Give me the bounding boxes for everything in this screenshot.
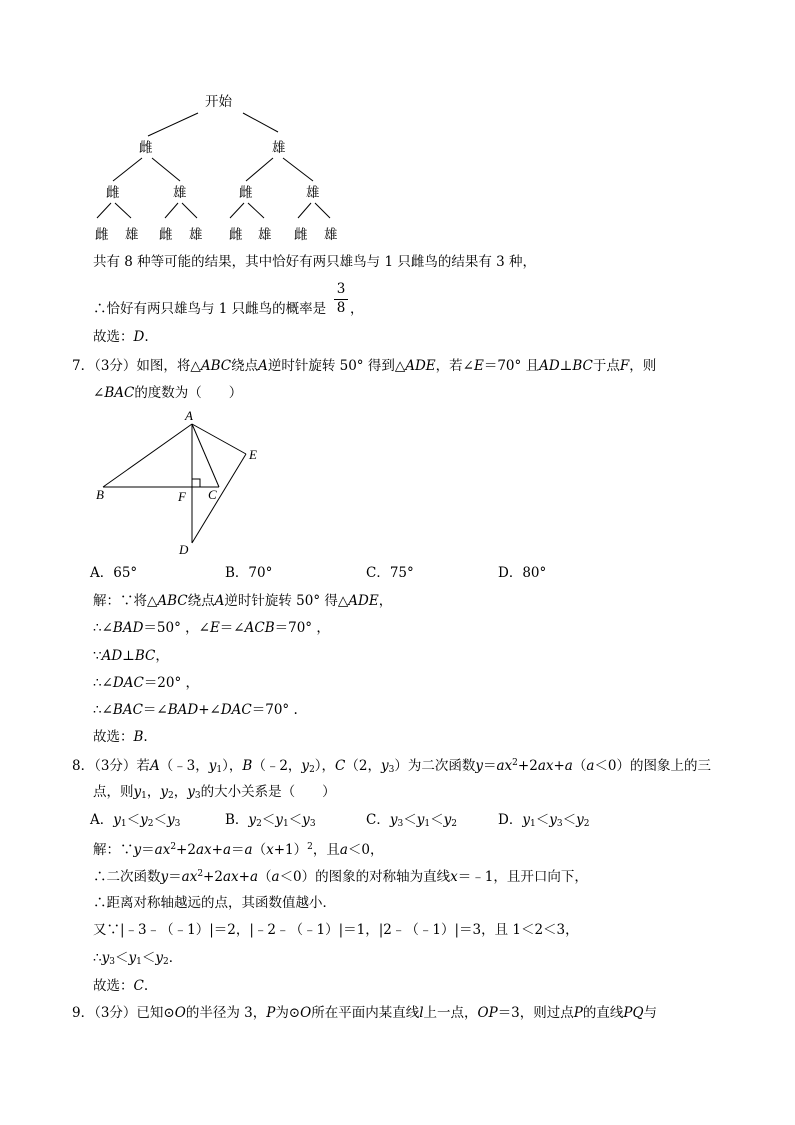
- segment-AE: [192, 424, 246, 454]
- segment-DE: [192, 454, 246, 543]
- q6-prob-suffix: ，: [350, 301, 364, 317]
- tree-l3-node: 雌: [159, 227, 173, 243]
- tree-l1-female: 雌: [139, 140, 153, 156]
- q8-solution-line2: ∴二次函数$y=ax^2+2ax+a(a<0)$的图象的对称轴为直线x＝﹣1，且开口向下，: [93, 869, 588, 885]
- q8-solution-line3: ∴距离对称轴越远的点，其函数值越小．: [93, 895, 336, 911]
- q7-answer: 故选：B.: [93, 729, 148, 745]
- tree-l3-node: 雄: [125, 227, 139, 243]
- q9-stem-line1: 9．（3分）已知⊙O的半径为 3，P为⊙O所在平面内某直线l上一点，OP＝3，则过点P的直线PQ与: [72, 1005, 658, 1021]
- q8-solution-line1: 解：$\because y=ax^2+2ax+a=a(x+1)^2$，且a＜0，: [93, 842, 384, 858]
- q7-solution-line3: ∵AD⊥BC，: [93, 648, 169, 664]
- q8-solution-line5: $\therefore y_3<y_1<y_2$．: [93, 950, 183, 967]
- q7-stem-line1: 7．（3分）如图，将△ABC绕点A逆时针旋转 50° 得到△ADE，若∠E＝70° 且AD⊥BC于点F，则: [72, 358, 657, 374]
- q7-solution-line5: ∴∠BAC＝∠BAD+∠DAC＝70° .: [93, 702, 298, 718]
- right-angle-mark: [192, 479, 200, 487]
- option-d[interactable]: D．$y_1<y_3<y_2$: [498, 812, 590, 829]
- label-A: A: [185, 408, 193, 423]
- tree-l1-male: 雄: [272, 140, 286, 156]
- tree-l2-node: 雄: [173, 185, 187, 201]
- q8-stem-line1: 8．（3分）若A（﹣3，$y_1$），B（﹣2，$y_2$），C（2，$y_3$）为二次函数$y=ax^2+2ax+a(a<0)$的图象上的三: [72, 758, 712, 775]
- q6-answer: 故选：D.: [93, 329, 149, 345]
- tree-l2-node: 雌: [106, 185, 120, 201]
- q6-probability-line: ∴恰好有两只雄鸟与 1 只雌鸟的概率是: [93, 301, 327, 317]
- option-b[interactable]: B．70°: [225, 565, 273, 581]
- tree-root: 开始: [205, 94, 232, 110]
- label-F: F: [178, 489, 186, 504]
- tree-l3-node: 雌: [95, 227, 109, 243]
- segment-AC: [192, 424, 219, 487]
- q7-stem-line2: ∠BAC的度数为（ ）: [93, 385, 243, 401]
- option-b[interactable]: B．$y_2<y_1<y_3$: [225, 812, 316, 829]
- q8-answer: 故选：C.: [93, 978, 149, 994]
- q7-solution-line1: 解：∵将△ABC绕点A逆时针旋转 50° 得△ADE，: [93, 593, 393, 609]
- label-B: B: [96, 487, 104, 502]
- option-c[interactable]: C．$y_3<y_1<y_2$: [366, 812, 457, 829]
- tree-l3-node: 雄: [189, 227, 203, 243]
- option-a[interactable]: A．$y_1<y_2<y_3$: [90, 812, 181, 829]
- q6-result-line: 共有 8 种等可能的结果，其中恰好有两只雄鸟与 1 只雌鸟的结果有 3 种，: [93, 254, 537, 270]
- label-D: D: [179, 542, 189, 557]
- q7-solution-line4: ∴∠DAC＝20° ，: [93, 675, 200, 691]
- tree-l3-node: 雌: [294, 227, 308, 243]
- fraction-denominator: 8: [336, 299, 346, 316]
- label-E: E: [249, 447, 257, 462]
- q7-figure-svg: [0, 0, 795, 560]
- q8-stem-line2: 点，则$y_1$，$y_2$，$y_3$的大小关系是（ ）: [93, 784, 336, 801]
- option-a[interactable]: A．65°: [90, 565, 138, 581]
- label-C: C: [208, 487, 217, 502]
- tree-l3-node: 雄: [258, 227, 272, 243]
- option-c[interactable]: C．75°: [366, 565, 414, 581]
- tree-l2-node: 雌: [239, 185, 253, 201]
- segment-AB: [103, 424, 192, 487]
- tree-l3-node: 雌: [229, 227, 243, 243]
- tree-l2-node: 雄: [306, 185, 320, 201]
- fraction-numerator: 3: [334, 283, 348, 300]
- q7-solution-line2: ∴∠BAD＝50° ，∠E＝∠ACB＝70° ，: [93, 620, 330, 636]
- tree-l3-node: 雄: [324, 227, 338, 243]
- q8-solution-line4: 又∵|﹣3﹣（﹣1）|＝2，|﹣2﹣（﹣1）|＝1，|2﹣（﹣1）|＝3，且 1＜2＜3，: [93, 922, 579, 938]
- option-d[interactable]: D．80°: [498, 565, 547, 581]
